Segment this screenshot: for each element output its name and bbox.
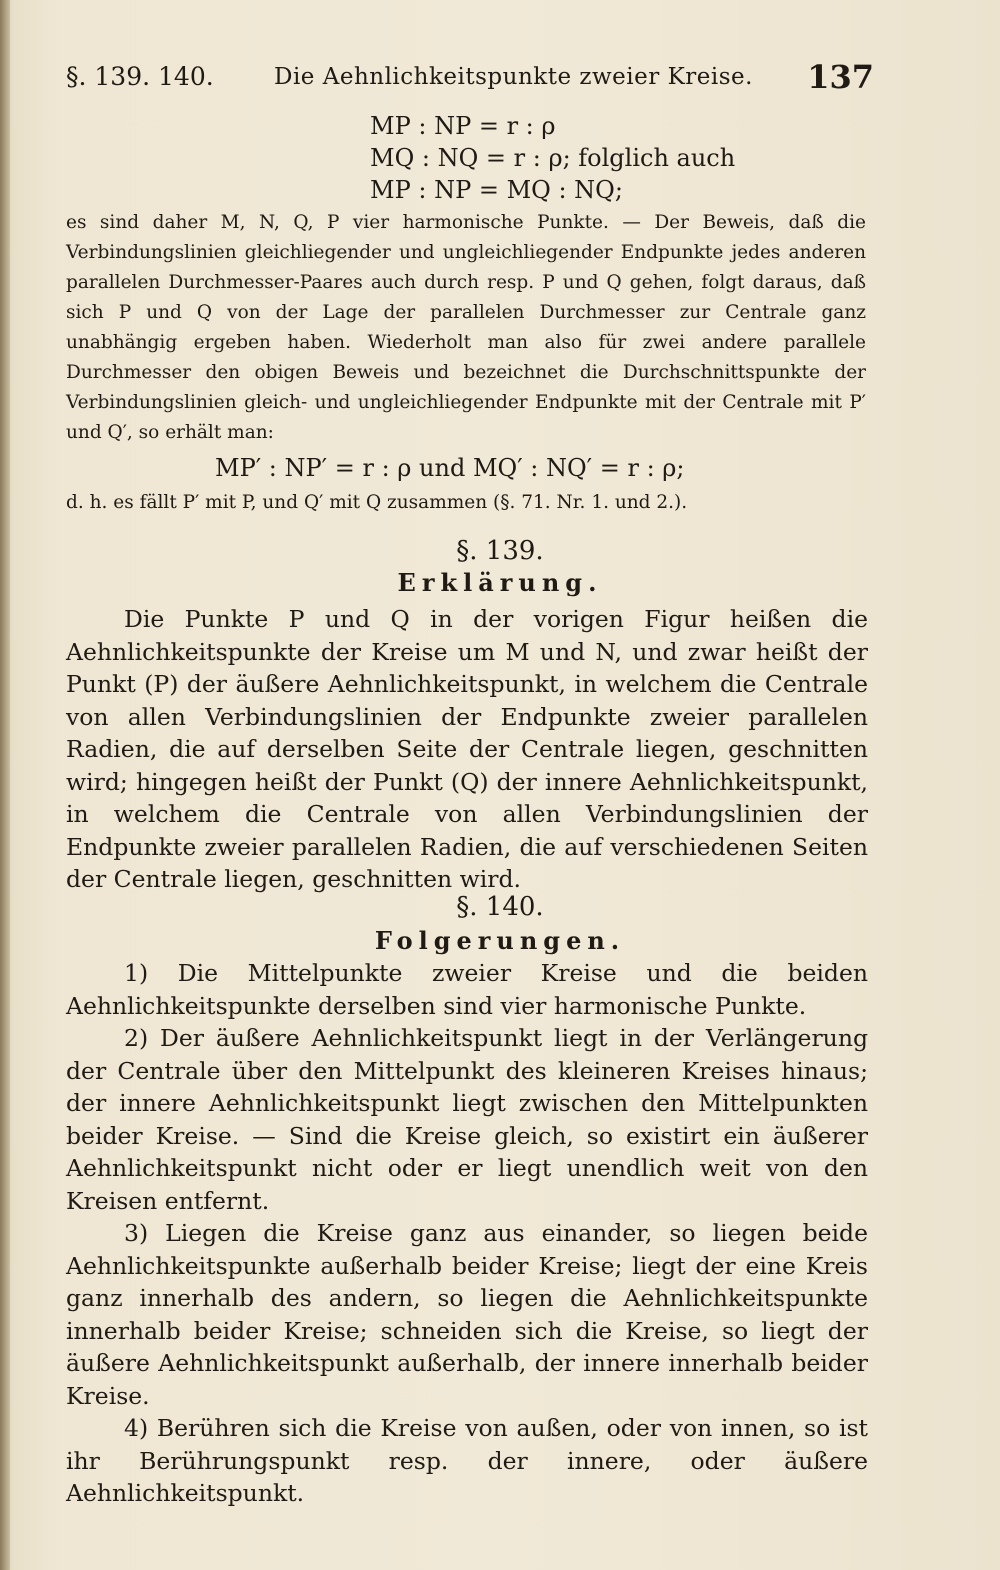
section-139-text: Die Punkte P und Q in der vorigen Figur heißen die Aehnlichkeitspunkte der Kreise um M und N, und zwar heißt der Punkt (P) der äußere Aehnlichkeitspunkt, in welchem die Centrale von allen Verbindungslinien der Endpunkte zweier parallelen Radien, die auf derselben Seite der Centrale liegen, geschnitten wird; hingegen heißt der Punkt (Q) der innere Aehnlichkeitspunkt, in welchem die Centrale von allen Verbindungslinien der Endpunkte zweier parallelen Radien, die auf verschiedenen Seiten der Centrale liegen, geschnitten wird. (66, 605, 868, 893)
list-item: 3) Liegen die Kreise ganz aus einander, so liegen beide Aehnlichkeitspunkte außerhalb beider Kreise; liegt der eine Kreis ganz innerhalb des andern, so liegen die Aehnlichkeitspunkte innerhalb beider Kreise; schneiden sich die Kreise, so liegt der äußere Aehnlichkeitspunkt außerhalb, der innere innerhalb beider Kreise. (66, 1219, 868, 1410)
list-item: 4) Berühren sich die Kreise von außen, oder von innen, so ist ihr Berührungspunkt resp. der innere, oder äußere Aehnlichkeitspunkt. (66, 1414, 868, 1507)
header-sections: §. 139. 140. (66, 62, 214, 91)
running-header (66, 58, 874, 102)
formula-line-1: MP : NP = r : ρ (370, 112, 556, 140)
section-140-heading: Folgerungen. (374, 926, 626, 955)
section-139-heading: Erklärung. (397, 568, 603, 597)
list-item: 1) Die Mittelpunkte zweier Kreise und die beiden Aehnlichkeitspunkte derselben sind vier harmonische Punkte. (66, 959, 868, 1020)
formula-line-2: MQ : NQ = r : ρ; folglich auch (370, 144, 736, 172)
book-spine (0, 0, 10, 1570)
folgerungen-list (66, 957, 868, 1510)
header-title: Die Aehnlichkeitspunkte zweier Kreise. (274, 64, 753, 90)
conclusion-line: d. h. es fällt P′ mit P, und Q′ mit Q zusammen (§. 71. Nr. 1. und 2.). (66, 492, 688, 513)
list-item: 2) Der äußere Aehnlichkeitspunkt liegt in der Verlängerung der Centrale über den Mittelpunkt des kleineren Kreises hinaus; der innere Aehnlichkeitspunkt liegt zwischen den Mittelpunkten beider Kreise. — Sind die Kreise gleich, so existirt ein äußerer Aehnlichkeitspunkt nicht oder er liegt unendlich weit von den Kreisen entfernt. (66, 1024, 868, 1215)
page-number: 137 (807, 58, 874, 96)
section-139-number: §. 139. (456, 536, 544, 566)
section-140-number: §. 140. (456, 892, 544, 922)
proof-paragraph: es sind daher M, N, Q, P vier harmonische Punkte. — Der Beweis, daß die Verbindungslinien gleichliegender und ungleichliegender Endpunkte jedes anderen parallelen Durchmesser-Paares auch durch resp. P und Q gehen, folgt daraus, daß sich P und Q von der Lage der parallelen Durchmesser zur Centrale ganz unabhängig ergeben haben. Wiederholt man also für zwei andere parallele Durchmesser den obigen Beweis und bezeichnet die Durchschnittspunkte der Verbindungslinien gleich- und ungleichliegender Endpunkte mit der Centrale mit P′ und Q′, so erhält man: (66, 212, 866, 443)
formula-line-3: MP : NP = MQ : NQ; (370, 176, 623, 204)
formula-middle: MP′ : NP′ = r : ρ und MQ′ : NQ′ = r : ρ; (215, 454, 685, 482)
